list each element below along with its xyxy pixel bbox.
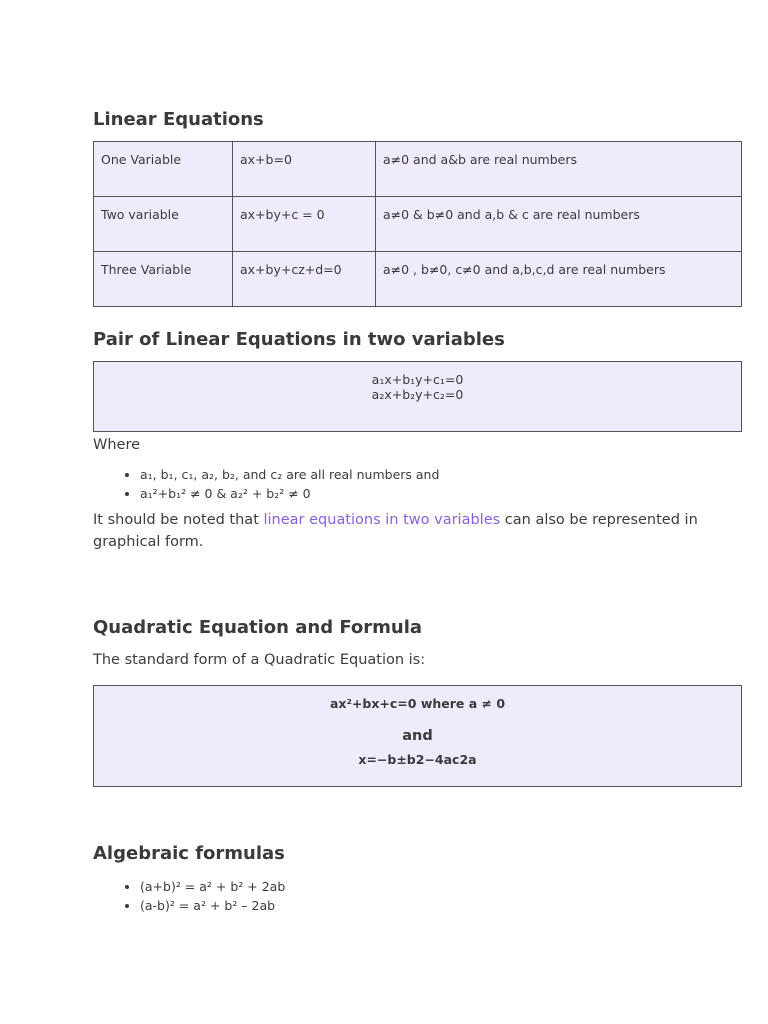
linear-equations-two-variables-link[interactable]: linear equations in two variables <box>263 512 501 528</box>
algebraic-formulas-list <box>93 877 741 915</box>
quadratic-formula-box <box>93 685 742 787</box>
pair-conditions-list <box>93 465 741 503</box>
variable-count-cell: Three Variable <box>94 252 233 307</box>
quadratic-intro: The standard form of a Quadratic Equation is: <box>93 652 426 668</box>
condition-cell: a≠0 , b≠0, c≠0 and a,b,c,d are real numbers <box>376 252 742 307</box>
list-item: • (a-b)² = a² + b² – 2ab <box>140 896 741 915</box>
quadratic-formula: x=−b±b2−4ac2a <box>358 752 477 767</box>
variable-count-cell: Two variable <box>94 197 233 252</box>
condition-cell: a≠0 and a&b are real numbers <box>376 142 742 197</box>
linear-equations-heading: Linear Equations <box>93 109 264 130</box>
pair-equations-box <box>93 361 742 432</box>
algebraic-formulas-heading: Algebraic formulas <box>93 843 285 864</box>
note-text-before: It should be noted that <box>93 512 264 528</box>
condition-cell: a≠0 & b≠0 and a,b & c are real numbers <box>376 197 742 252</box>
variable-count-cell: One Variable <box>94 142 233 197</box>
linear-equations-table <box>93 141 742 307</box>
where-label: Where <box>93 437 141 453</box>
pair-equation-1: a₁x+b₁y+c₁=0 <box>371 372 464 387</box>
equation-cell: ax+by+c = 0 <box>233 197 376 252</box>
table-row <box>94 142 742 197</box>
list-item: • a₁, b₁, c₁, a₂, b₂, and c₂ are all real numbers and <box>140 465 741 484</box>
quadratic-heading: Quadratic Equation and Formula <box>93 617 423 638</box>
quadratic-standard-form: ax²+bx+c=0 where a ≠ 0 <box>329 696 506 711</box>
and-label: and <box>402 728 433 744</box>
list-item: • a₁²+b₁² ≠ 0 & a₂² + b₂² ≠ 0 <box>140 484 741 503</box>
graphical-note <box>93 509 741 553</box>
article-content <box>93 108 741 915</box>
note-text-after: can also be represented in graphical form. <box>93 512 698 550</box>
list-item: • (a+b)² = a² + b² + 2ab <box>140 877 741 896</box>
table-row <box>94 252 742 307</box>
equation-cell: ax+by+cz+d=0 <box>233 252 376 307</box>
pair-equation-2: a₂x+b₂y+c₂=0 <box>371 387 464 402</box>
equation-cell: ax+b=0 <box>233 142 376 197</box>
table-row <box>94 197 742 252</box>
pair-linear-heading: Pair of Linear Equations in two variables <box>93 329 505 350</box>
